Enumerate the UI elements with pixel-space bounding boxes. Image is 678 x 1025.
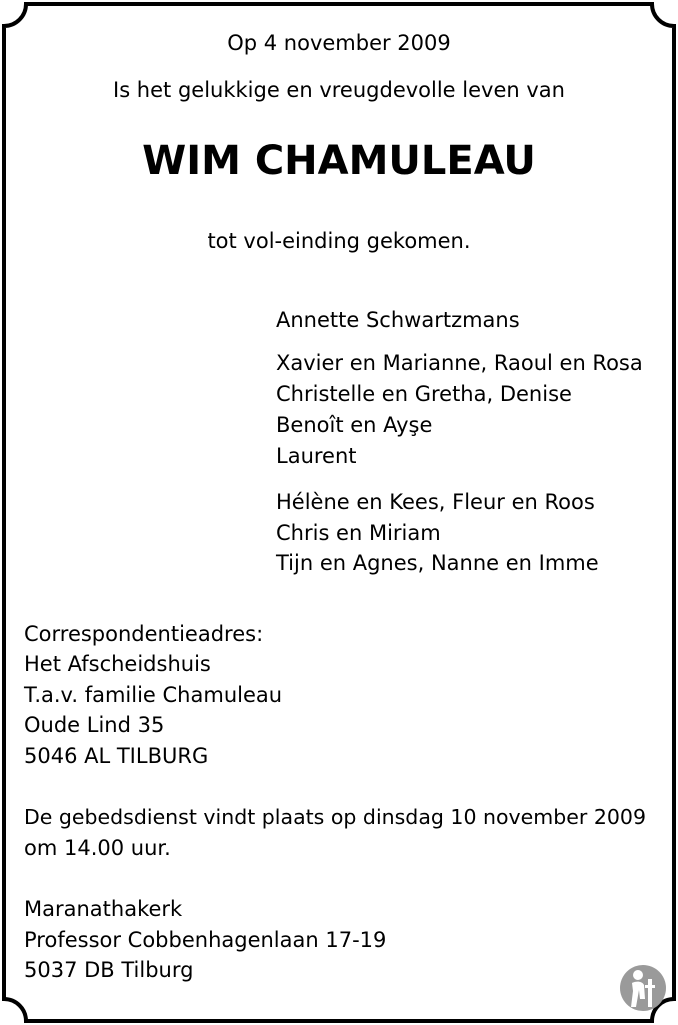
address-line: Oude Lind 35 [24,713,165,737]
spouse-name: Annette Schwartzmans [276,308,520,332]
service-line: om 14.00 uur. [24,836,171,860]
church-line: 5037 DB Tilburg [24,958,194,982]
correspondence-heading: Correspondentieadres: [24,622,264,646]
address-line: Het Afscheidshuis [24,652,211,676]
date-line: Op 4 november 2009 [227,31,451,55]
outro-line: tot vol-einding gekomen. [207,229,471,253]
family-line: Chris en Miriam [276,521,441,545]
deceased-name: WIM CHAMULEAU [142,138,536,184]
family-line: Hélène en Kees, Fleur en Roos [276,490,595,514]
family-line: Benoît en Ayşe [276,413,433,437]
family-line: Tijn en Agnes, Nanne en Imme [276,551,599,575]
address-line: T.a.v. familie Chamuleau [24,683,283,707]
intro-line: Is het gelukkige en vreugdevolle leven van [113,78,565,102]
church-line: Maranathakerk [24,897,183,921]
church-line: Professor Cobbenhagenlaan 17-19 [24,928,387,952]
family-line: Laurent [276,444,357,468]
family-line: Christelle en Gretha, Denise [276,382,572,406]
publisher-logo-icon [618,963,668,1013]
family-line: Xavier en Marianne, Raoul en Rosa [276,351,643,375]
service-line: De gebedsdienst vindt plaats op dinsdag 10 november 2009 [24,805,647,829]
address-line: 5046 AL TILBURG [24,744,209,768]
